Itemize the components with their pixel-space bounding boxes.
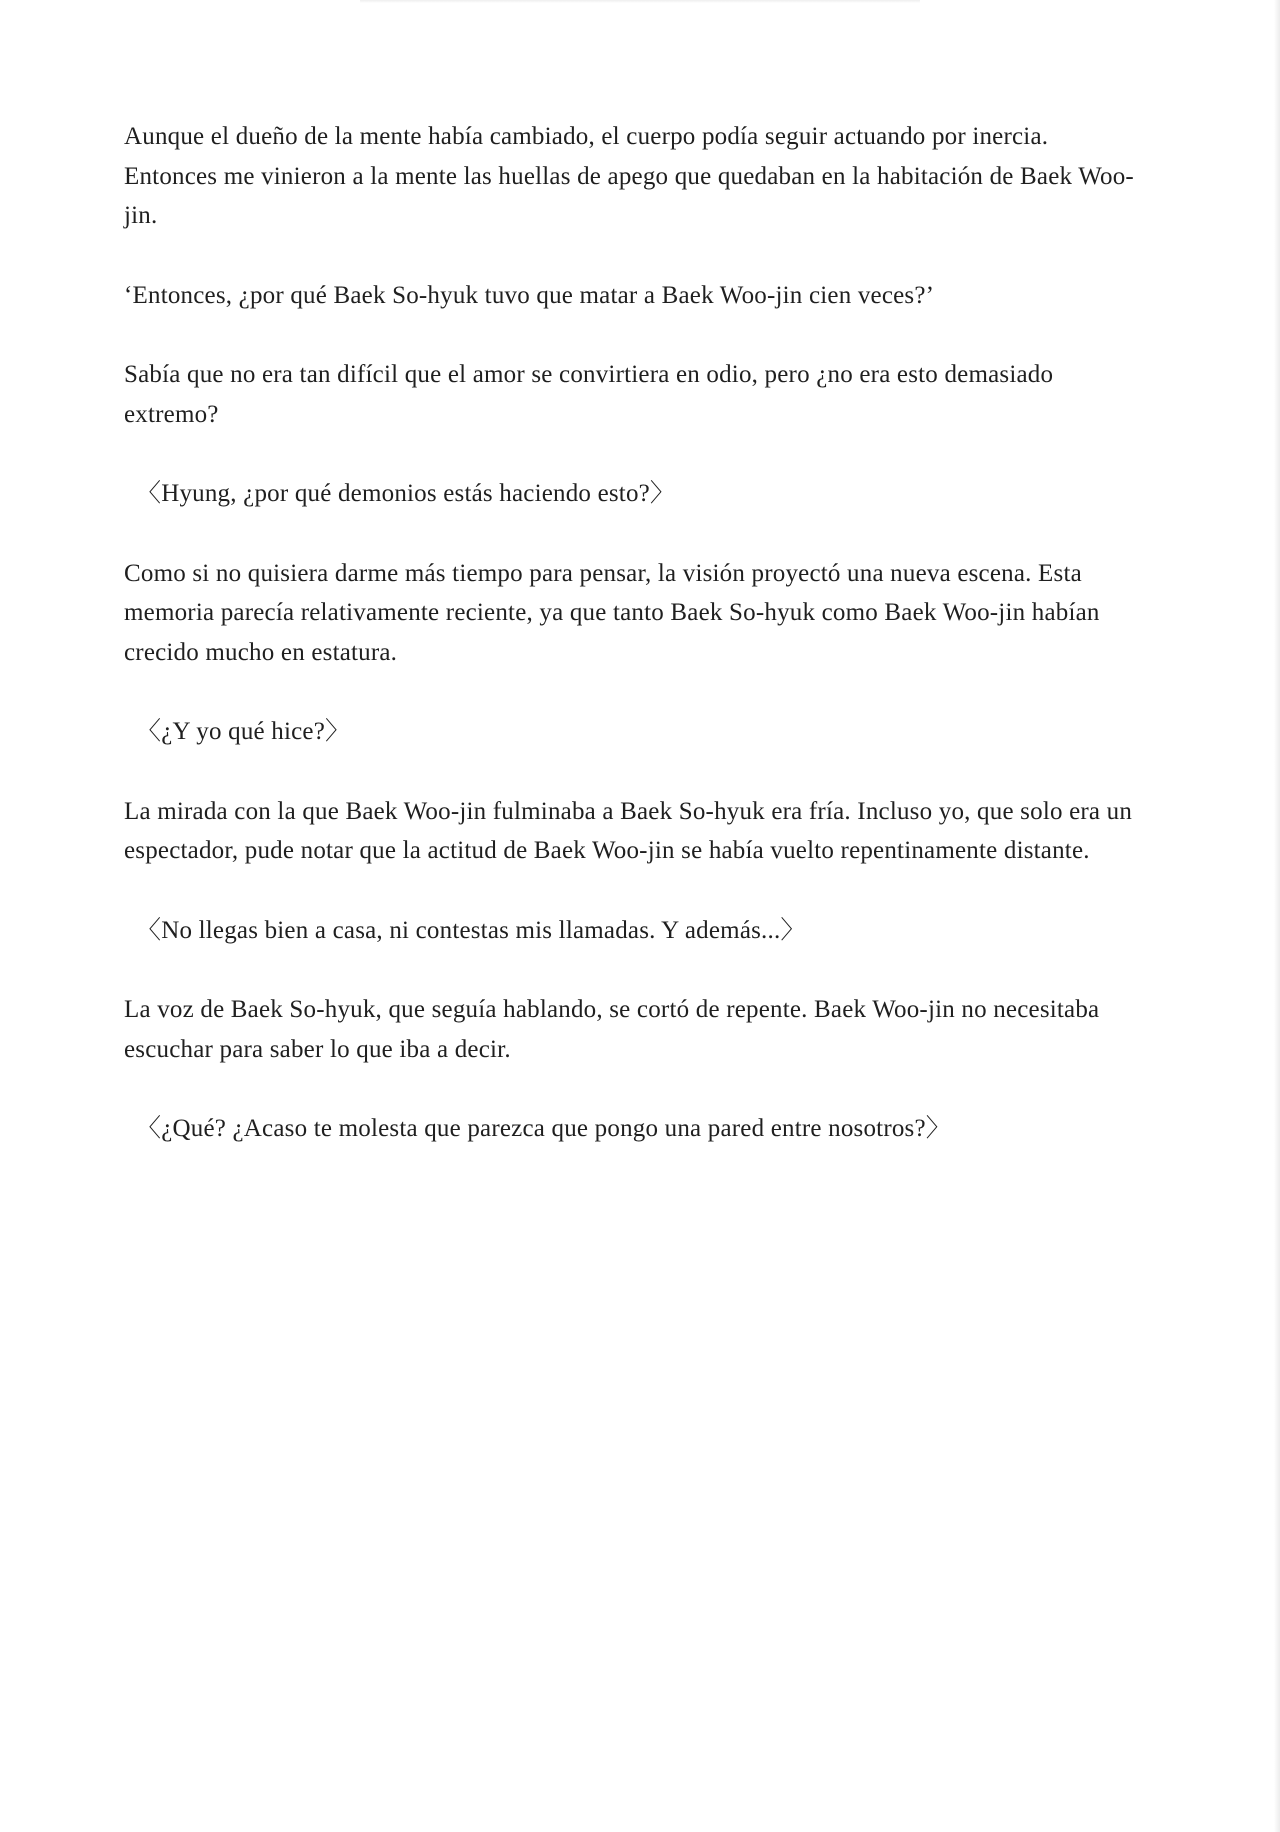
paragraph-narration-4: Como si no quisiera darme más tiempo para pensar, la visión proyectó una nueva escena. Esta memoria parecía relativamente reciente, ya que tanto Baek So-hyuk como Baek Woo-jin habían crecido mucho en estatura. [124,559,1100,666]
dialogue-line-3: 〈No llegas bien a casa, ni contestas mis llamadas. Y además...〉 [136,916,806,944]
paragraph-narration-3: Sabía que no era tan difícil que el amor se convirtiera en odio, pero ¿no era esto demasiado extremo? [124,361,1054,428]
dialogue-line-1: 〈Hyung, ¿por qué demonios estás haciendo esto?〉 [136,480,676,507]
page-top-shadow [360,0,920,3]
paragraph-narration-5: La mirada con la que Baek Woo-jin fulminaba a Baek So-hyuk era fría. Incluso yo, que solo era un espectador, pude notar que la actitud de Baek Woo-jin se había vuelto repentinamente distante. [124,797,1133,864]
dialogue-line-2: 〈¿Y yo qué hice?〉 [136,718,351,745]
paragraph-narration-6: La voz de Baek So-hyuk, que seguía hablando, se cortó de repente. Baek Woo-jin no necesitaba escuchar para saber lo que iba a decir. [124,996,1100,1063]
document-body [124,117,1144,1189]
dialogue-line-4: 〈¿Qué? ¿Acaso te molesta que parezca que pongo una pared entre nosotros?〉 [136,1115,951,1142]
paragraph-narration-1: Aunque el dueño de la mente había cambiado, el cuerpo podía seguir actuando por inercia. Entonces me vinieron a la mente las huellas de apego que quedaban en la habitación de Baek Woo-jin. [124,123,1134,229]
paragraph-narration-2: ‘Entonces, ¿por qué Baek So-hyuk tuvo que matar a Baek Woo-jin cien veces?’ [124,281,935,309]
page-edge [1274,0,1280,1832]
